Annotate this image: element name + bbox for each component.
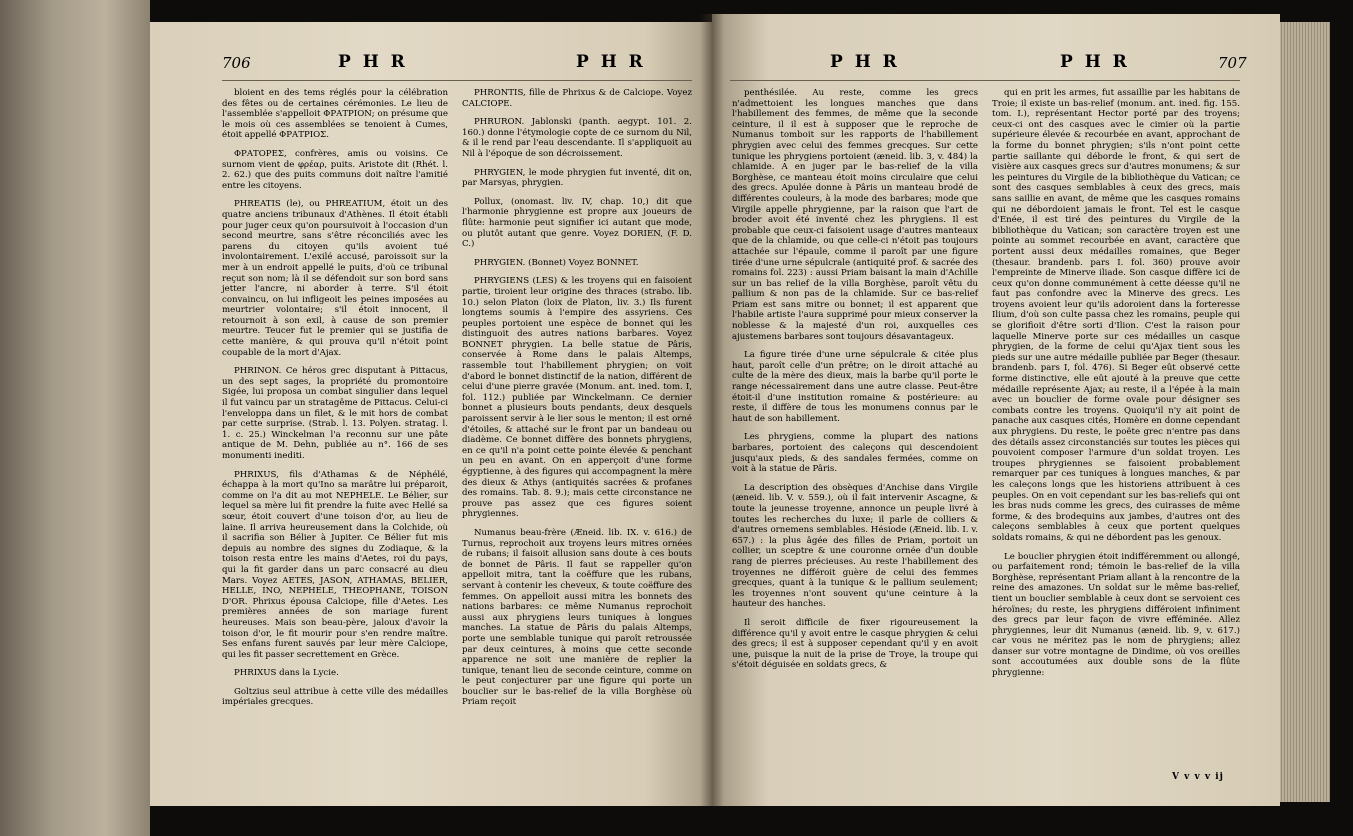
paragraph: PHRYGIENS (LES) & les troyens qui en faisoient partie, tiroient leur origine des thraces (strabo. lib. 10.) selon Platon (loix de Platon, liv. 3.) Ils furent longtems soumis à l'empire des assyriens. Ces peuples portoient une espèce de bonnet qui les distinguoit des autres nations barbares. Voyez BONNET phrygien. La belle statue de Pâris, conservée à Rome dans le palais Altemps, rassemble tout l'habillement phrygien; on voit d'abord le bonnet distinctif de la nation, différent de celui d'une pierre gravée (Monum. ant. ined. tom. I, fol. 112.) publiée par Winckelmann. Ce dernier bonnet a plusieurs bouts pendants, deux desquels paroissent servir à le lier sous le menton; il est orné d'étoiles, & attaché sur le front par un bandeau ou diadème. Ce bonnet diffère des bonnets phrygiens, en ce qu'il n'a point cette pointe élevée & penchant un peu en avant. On en apperçoit d'une forme égyptienne, à des figures qui accompagnent la mère des dieux & Athys (antiquités sacrées & profanes des romains. Tab. 8. 9.); mais cette circonstance ne prouve pas assez que ces figures soient phrygiennes. bbox=[462, 276, 692, 520]
paragraph: PHRYGIEN. (Bonnet) Voyez BONNET. bbox=[474, 257, 639, 268]
header-rule-right bbox=[730, 80, 1240, 81]
paragraph: La figure tirée d'une urne sépulcrale & citée plus haut, paroît celle d'un prêtre; on le diroit attaché au culte de la mère des dieux, mais la barbe qu'il porte le range nécessairement dans une autre classe. Peut-être étoit-il d'une institution romaine & postérieure: au reste, il diffère de tous les monumens connus par le haut de son habillement. bbox=[732, 350, 978, 424]
paragraph: bloient en des tems réglés pour la célébration des fêtes ou de certaines cérémonies. Le lieu de l'assemblée s'appelloit ΦΡΑΤΡΙΟΝ; on présume que le mois où ces assemblées se tenoient à Cumes, étoit appellé ΦΡΑΤΡΙΟΣ. bbox=[222, 88, 448, 141]
paragraph: Numanus beau-frère (Æneid. lib. IX. v. 616.) de Turnus, reprochoit aux troyens leurs mitres ornées de rubans; il faisoit allusion sans doute à ces bouts de bonnet de Pâris. Il faut se rappeller qu'on appelloit mitra, tant la coëffure que les rubans, servant à contenir les cheveux, & toute coëffure des femmes. On appelloit aussi mitra les bonnets des nations barbares: ce même Numanus reprochoit aussi aux phrygiens leurs tuniques à longues manches. La statue de Pâris du palais Altemps, porte une semblable tunique qui paroît retroussée par deux ceintures, à moins que cette seconde apparence ne soit une manière de replier la tunique, tenant lieu de seconde ceinture, comme on le peut conjecturer par une figure qui porte un bouclier sur le bas-relief de la villa Borghèse où Priam reçoit bbox=[462, 527, 692, 708]
paragraph: PHRINON. Ce héros grec disputant à Pittacus, un des sept sages, la propriété du promontoire Sigée, lui proposa un combat singulier dans lequel il fut vaincu par un stratagême de Pittacus. Celui-ci l'enveloppa dans un filet, & le mit hors de combat par cette surprise. (Strab. l. 13. Polyen. stratag. l. 1. c. 25.) Winckelman l'a reconnu sur une pâte antique de M. Dehn, publiée au n°. 166 de ses monumenti inediti. bbox=[222, 366, 448, 461]
paragraph: Il seroit difficile de fixer rigoureusement la différence qu'il y avoit entre le casque phrygien & celui des grecs; il est à supposer cependant qu'il y en avoit une, puisque la nuit de la prise de Troye, la troupe qui s'étoit déguisée en soldats grecs, & bbox=[732, 617, 978, 671]
text-column-2 bbox=[462, 88, 692, 788]
paragraph: Les phrygiens, comme la plupart des nations barbares, portoient des caleçons qui descendoient jusqu'aux pieds, & des sandales fermées, comme on voit à la statue de Pâris. bbox=[732, 432, 978, 475]
paragraph: PHRIXUS, fils d'Athamas & de Néphélé, échappa à la mort qu'Ino sa marâtre lui préparoit, comme on l'a dit au mot NEPHELE. Le Bélier, sur lequel sa mère lui fit prendre la fuite avec Hellé sa sœur, étoit couvert d'une toison d'or, au lieu de laine. Il arriva heureusement dans la Colchide, où il sacrifia son Bélier à Jupiter. Ce Bélier fut mis depuis au nombre des signes du Zodiaque, & la toison resta entre les mains d'Aetes, roi du pays, qui la fit garder dans un parc consacré au dieu Mars. Voyez AETES, JASON, ATHAMAS, BELIER, HELLE, INO, NEPHELE, THEOPHANE, TOISON D'OR. Phrixus épousa Calciope, fille d'Aetes. Les premières années de son mariage furent heureuses. Mais son beau-père, jaloux d'avoir la toison d'or, le fit mourir pour s'en rendre maître. Ses enfans furent sauvés par leur mère Calciope, qui les fit passer secrettement en Grèce. bbox=[222, 469, 448, 660]
paragraph: Goltzius seul attribue à cette ville des médailles impériales grecques. bbox=[222, 686, 448, 708]
paragraph: qui en prit les armes, fut assaillie par les habitans de Troie; il existe un bas-relief (monum. ant. ined. fig. 155. tom. I.), représentant Hector porté par des troyens; ceux-ci ont des casques avec le cimier où la partie supérieure élevée & recourbée en avant, approchant de la forme du bonnet phrygien; s'ils n'ont point cette partie saillante qui déborde le front, & qui sert de visière aux casques grecs sur d'autres monumens; & sur les peintures du Virgile de la bibliothèque du Vatican; ce sont des casques semblables à ceux des grecs, mais sans saillie en avant, de même que les casques romains qui ne débordoient jamais le front. Tel est le casque d'Enée, il est tiré des peintures du Virgile de la bibliothèque du Vatican; son caractère troyen est une pointe au sommet recourbée en avant, caractère que portent aussi deux médailles romaines, que Beger (thesaur. brandenb. pars I. fol. 360) prouve avoir l'empreinte de Minerve iliade. Son casque diffère ici de ceux qu'on donne communément à cette déesse qu'il ne faut pas confondre avec la Minerve des grecs. Les troyens avoient leur qu'ils adoroient dans la forteresse Ilium, d'où son culte passa chez les romains, peuple qui se glorifioit d'être sorti d'Ilion. C'est la raison pour laquelle Minerve porte sur ces médailles un casque phrygien, de la forme de celui qu'Ajax tient sous les pieds sur une autre médaille publiée par Beger (thesaur. brandenb. pars I, fol. 476). Si Beger eût observé cette forme distinctive, elle eût ajouté à la preuve que cette médaille représente Ajax; au reste, il a l'épée à la main avec un bouclier de forme ovale pour désigner ses combats contre les troyens. Quoiqu'il n'y ait point de panache aux casques cités, Homère en donne cependant aux phrygiens. Du reste, le poëte grec n'entre pas dans des détails assez circonstanciés sur toutes les pièces qui pouvoient composer l'armure d'un soldat troyen. Les troupes phrygiennes se faisoient probablement remarquer par ces tuniques à longues manches, & par les caleçons longs que les historiens attribuent à ces peuples. On en voit cependant sur les bas-reliefs qui ont les bras nuds comme les grecs, des cuirasses de même forme, & des brodequins aux jambes, d'autres ont des caleçons semblables à ceux que portent quelques soldats romains, & qui ne débordent pas les genoux. bbox=[992, 88, 1240, 543]
paragraph: ΦΡΑΤΟΡΕΣ, confrères, amis ou voisins. Ce surnom vient de φρέαρ, puits. Aristote dit (Rhét. l. 2. 62.) que des puits communs doit naître l'amitié entre les citoyens. bbox=[222, 148, 448, 191]
text-column-3 bbox=[732, 88, 978, 788]
text-column-1 bbox=[222, 88, 448, 788]
page-number-left: 706 bbox=[222, 54, 251, 72]
paragraph: penthésilée. Au reste, comme les grecs n'admettoient les longues manches que dans l'habillement des femmes, de même que la seconde ceinture, il il est à supposer que le reproche de Numanus tomboit sur les rapports de l'habillement phrygien avec celui des femmes grecques. Sur cette tunique les phrygiens portoient (æneid. lib. 3, v. 484) la chlamide. A en juger par le bas-relief de la villa Borghèse, ce manteau étoit moins circulaire que celui des grecs. Apulée donne à Pâris un manteau brodé de différentes couleurs, à la mode des barbares; mode que Virgile appelle phrygienne, par la raison que l'art de broder avoit été inventé chez les phrygiens. Il est probable que ceux-ci faisoient usage d'autres manteaux que de la chlamide, ou que celle-ci n'étoit pas toujours attachée sur l'épaule, comme il paroît par une figure tirée d'une urne sépulcrale (antiquité prof. & sacrée des romains fol. 223) : aussi Priam baisant la main d'Achille sur un bas relief de la villa Borghèse, paroît vêtu du pallium & non pas de la chlamide. Sur ce bas-relief Priam est sans mitre ou bonnet; il est apparent que l'habile artiste l'aura supprimé pour mieux conserver la noblesse & la majesté d'un roi, auxquelles ces ajustemens barbares sont toujours désavantageux. bbox=[732, 88, 978, 342]
paragraph: La description des obsèques d'Anchise dans Virgile (æneid. lib. V. v. 559.), où il fait intervenir Ascagne, & toute la jeunesse troyenne, annonce un peuple livré à toutes les recherches du luxe; il parle de colliers & d'autres ornemens semblables. Hésiode (Æneid. lib. I. v. 657.) : la plus âgée des filles de Priam, portoit un collier, un sceptre & une couronne ornée d'un double rang de pierres précieuses. Au reste l'habillement des troyennes ne différoit guère de celui des femmes grecques, quant à la tunique & le pallium seulement; les troyennes n'ont souvent qu'une ceinture à la hauteur des hanches. bbox=[732, 482, 978, 610]
paragraph: PHRYGIEN, le mode phrygien fut inventé, dit on, par Marsyas, phrygien. bbox=[462, 167, 692, 189]
paragraph: Pollux, (onomast. liv. IV, chap. 10,) dit que l'harmonie phrygienne est propre aux joueurs de flûte: harmonie peut signifier ici autant que mode, ou plutôt autant que genre. Voyez DORIEN, (F. D. C.) bbox=[462, 196, 692, 250]
page-number-right: 707 bbox=[1218, 54, 1247, 72]
text-column-4 bbox=[992, 88, 1240, 768]
paragraph: PHRURON. Jablonski (panth. aegypt. 101. 2. 160.) donne l'étymologie copte de ce surnom du Nil, & il le rend par l'eau descendante. Il s'appliquoit au Nil à l'époque de son décroissement. bbox=[462, 117, 692, 159]
running-head-right-col4: P H R bbox=[1060, 52, 1130, 72]
catchword-signature: V v v v ij bbox=[1172, 772, 1224, 782]
header-rule-left bbox=[222, 80, 692, 81]
left-page-edges bbox=[0, 0, 150, 836]
paragraph: PHREATIS (le), ou PHREATIUM, étoit un des quatre anciens tribunaux d'Athènes. Il étoit établi pour juger ceux qu'on poursuivoit à l'occasion d'un second meurtre, sans s'être réconciliés avec les parens du citoyen qu'ils avoient tué involontairement. L'exilé accusé, paroissoit sur la mer à un endroit appellé le puits, d'où ce tribunal reçut son nom; là il se défendoit sur son bord sans jetter l'ancre, ni aborder à terre. S'il étoit convaincu, on lui infligeoit les peines imposées au meurtrier volontaire; s'il étoit innocent, il retournoit à son exil, à cause de son premier meurtre. Teucer fut le premier qui se justifia de cette manière, & qui prouva qu'il n'étoit point coupable de la mort d'Ajax. bbox=[222, 199, 448, 358]
paragraph: PHRONTIS, fille de Phrixus & de Calciope. Voyez CALCIOPE. bbox=[462, 88, 692, 109]
running-head-right-col3: P H R bbox=[830, 52, 900, 72]
running-head-left-col1: P H R bbox=[338, 52, 408, 72]
paragraph: PHRIXUS dans la Lycie. bbox=[234, 668, 339, 679]
book-gutter bbox=[700, 14, 724, 806]
paragraph: Le bouclier phrygien étoit indifféremment ou allongé, ou parfaitement rond; témoin le bas-relief de la villa Borghèse, représentant Priam allant à la rencontre de la reine des amazones. Un soldat sur le même bas-relief, tient un bouclier semblable à ceux dont se servoient ces héroïnes; du reste, les phrygiens différoient infiniment des grecs par leur façon de vivre efféminée. Allez phrygiennes, leur dit Numanus (æneid. lib. 9, v. 617.) car vous ne méritez pas le nom de phrygiens; allez danser sur votre montagne de Dindime, où vos oreilles sont accoutumées aux double sons de la flûte phrygienne: bbox=[992, 551, 1240, 679]
running-head-left-col2: P H R bbox=[576, 52, 646, 72]
